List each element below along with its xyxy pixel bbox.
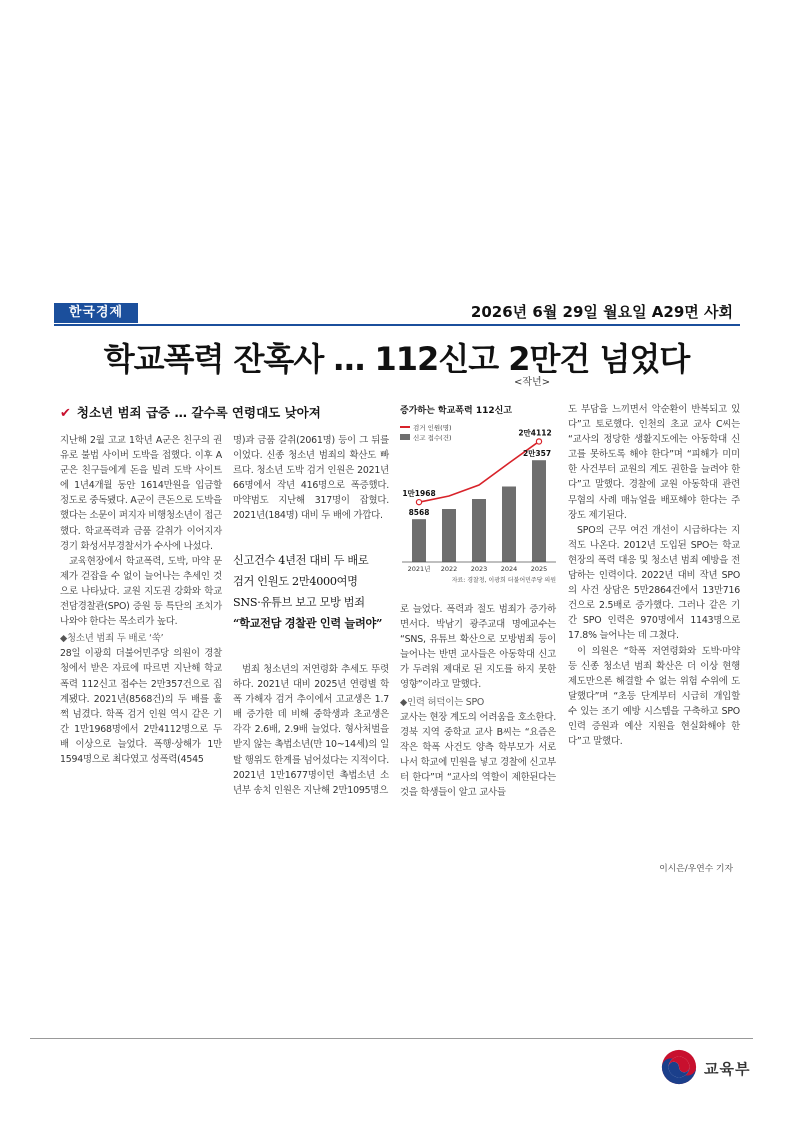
paragraph: 지난해 2월 고교 1학년 A군은 친구의 권유로 불법 사이버 도박을 접했다. 이후 A군은 친구들에게 돈을 빌려 도박 사이트에 1년4개월 동안 1614만원을 입금할 정도로 중독됐다. A군이 큰돈으로 도박을 했다는 소문이 퍼지자 비행청소년이 접근했다. 학교폭력과 금품 갈취가 이어지자 경기 화성서부경찰서가 수사에 나섰다. — [60, 435, 222, 552]
subhead — [60, 403, 321, 421]
x-tick-label: 2024 — [500, 565, 518, 573]
x-tick-label: 2021년 — [407, 565, 431, 573]
footer-rule — [30, 1038, 753, 1039]
pull-quote-line: “학교전담 경찰관 인력 늘려야” — [233, 616, 383, 630]
x-tick-label: 2023 — [470, 565, 488, 573]
subhead-text: 청소년 범죄 급증 … 갈수록 연령대도 낮아져 — [76, 405, 321, 420]
pull-quote — [233, 550, 389, 634]
dateline: 2026년 6월 29일 월요일 A29면 사회 — [470, 303, 733, 321]
article-column-2-bottom — [233, 662, 389, 798]
data-label: 2만4112 — [518, 428, 552, 438]
article-column-3 — [400, 602, 556, 800]
pull-quote-line: 신고건수 4년전 대비 두 배로 — [233, 554, 369, 567]
paragraph: 이 의원은 “학폭 저연령화와 도박·마약 등 신종 청소년 범죄 확산은 더 이상 현행 제도만으론 해결할 수 없는 위험 수위에 도달했다”며 “초등 단계부터 시급히 개입할 수 있는 조기 예방 시스템을 구축하고 SPO 인력 증원과 예산 지원을 현실화해야 한다”고 말했다. — [568, 645, 740, 748]
line-series — [419, 441, 539, 502]
data-label: 8568 — [408, 508, 430, 518]
section-marker: ◆청소년 범죄 두 배로 ‘쑥’ — [60, 633, 164, 645]
article-column-2-top — [233, 433, 389, 524]
paragraph: 로 늘었다. 폭력과 절도 범죄가 증가하면서다. 박남기 광주교대 명예교수는 “SNS, 유튜브 확산으로 모방범죄 등이 늘어나는 반면 교사들은 아동학대 신고가 두려워 제대로 된 지도를 하지 못한 영향”이라고 말했다. — [400, 604, 556, 691]
line-point — [416, 500, 421, 505]
bar — [502, 487, 516, 563]
section-marker: ◆인력 허덕이는 SPO — [400, 696, 485, 708]
line-point — [536, 439, 541, 444]
bar — [442, 509, 456, 562]
legend-bar-label: 신고 접수(건) — [413, 434, 452, 442]
pull-quote-line: 검거 인원도 2만4000여명 — [233, 575, 358, 588]
article-column-1 — [60, 433, 222, 767]
headline: 학교폭력 잔혹사 … 112신고 2만건 넘었다 — [103, 340, 690, 378]
bar-line-chart — [400, 402, 558, 592]
paragraph: SPO의 근무 여건 개선이 시급하다는 지적도 나온다. 2012년 도입된 SPO는 학교 현장의 폭력 대응 및 청소년 범죄 예방을 전담하는 인력이다. 2022년 대비 작년 SPO의 사건 상담은 5만2864건에서 13만716건으로 2.5배로 증가했다. 그러나 같은 기간 SPO 인력은 970명에서 1143명으로 17.8% 늘어나는 데 그쳤다. — [568, 524, 740, 642]
paragraph: 범죄 청소년의 저연령화 추세도 뚜렷하다. 2021년 대비 2025년 연령별 학폭 가해자 검거 추이에서 고교생은 1.7배 증가한 데 비해 중학생과 초교생은 각각 2.6배, 2.9배 늘었다. 형사처벌을 받지 않는 촉법소년(만 10~14세)의 일탈 행위도 한계를 넘어섰다는 지적이다. 2021년 1만1677명이던 촉법소년 소년부 송치 인원은 지난해 2만1095명으 — [233, 664, 389, 796]
paragraph: 도 부담을 느끼면서 악순환이 반복되고 있다”고 토로했다. 인천의 초교 교사 C씨는 “교사의 정당한 생활지도에는 아동학대 신고를 못하도록 해야 한다”며 “피해가 미미한 사건부터 교원의 계도 권한을 늘려야 한다”고 말했다. 경찰에 교원 아동학대 관련 무혐의 사례 매뉴얼을 배포해야 한다는 주장도 제기된다. — [568, 404, 740, 521]
check-icon: ✔ — [60, 406, 71, 421]
paragraph: 28일 이광희 더불어민주당 의원이 경찰청에서 받은 자료에 따르면 지난해 학교폭력 112신고 접수는 2만357건으로 집계됐다. 2021년(8568건)의 두 배를 훌쩍 넘겼다. 학폭 검거 인원 역시 같은 기간 1만1968명에서 2만4112명으로 두 배 이상으로 늘었다. 폭행·상해가 1만1594명으로 최다였고 성폭력(4545 — [60, 648, 222, 765]
newspaper-masthead: 한국경제 — [54, 303, 138, 323]
x-tick-label: 2022 — [440, 565, 458, 573]
data-label: 1만1968 — [402, 489, 436, 499]
headline-note: <작년> — [514, 377, 551, 388]
chart-title: 증가하는 학교폭력 112신고 — [400, 406, 512, 416]
bar — [412, 519, 426, 562]
paragraph: 교육현장에서 학교폭력, 도박, 마약 문제가 걷잡을 수 없이 늘어나는 추세인 것으로 나타났다. 교원 지도권 강화와 학교전담경찰관(SPO) 증원 등 특단의 조치가 나와야 한다는 목소리가 높다. — [60, 555, 222, 628]
legend-bar-swatch — [400, 434, 410, 440]
ministry-logo-text: 교육부 — [704, 1060, 751, 1078]
x-tick-label: 2025 — [530, 565, 548, 573]
byline: 이시은/우연수 기자 — [659, 864, 733, 874]
bar — [472, 499, 486, 562]
paragraph: 명)과 금품 갈취(2061명) 등이 그 뒤를 이었다. 신종 청소년 범죄의 확산도 빠르다. 청소년 도박 검거 인원은 2021년 66명에서 작년 416명으로 폭증했다. 마약범도 지난해 317명이 잡혔다. 2021년(184명) 대비 두 배에 가깝다. — [233, 435, 389, 522]
legend-line-label: 검거 인원(명) — [413, 424, 452, 432]
article-column-4 — [568, 402, 740, 749]
pull-quote-line: SNS·유튜브 보고 모방 범죄 — [233, 596, 365, 609]
paragraph: 교사는 현장 계도의 어려움을 호소한다. 경북 지역 중학교 교사 B씨는 “요즘은 작은 학폭 사건도 양측 학부모가 서로 나서 학교에 민원을 넣고 경찰에 신고부터 한다”며 “교사의 역할이 제한된다는 것을 학생들이 알고 교사들 — [400, 711, 556, 799]
bar — [532, 460, 546, 562]
chart-source: 자료: 경찰청, 이광희 더불어민주당 의원 — [451, 577, 556, 584]
data-label: 2만357 — [522, 449, 552, 459]
top-rule — [54, 324, 740, 326]
taegeuk-logo-icon — [660, 1048, 698, 1086]
